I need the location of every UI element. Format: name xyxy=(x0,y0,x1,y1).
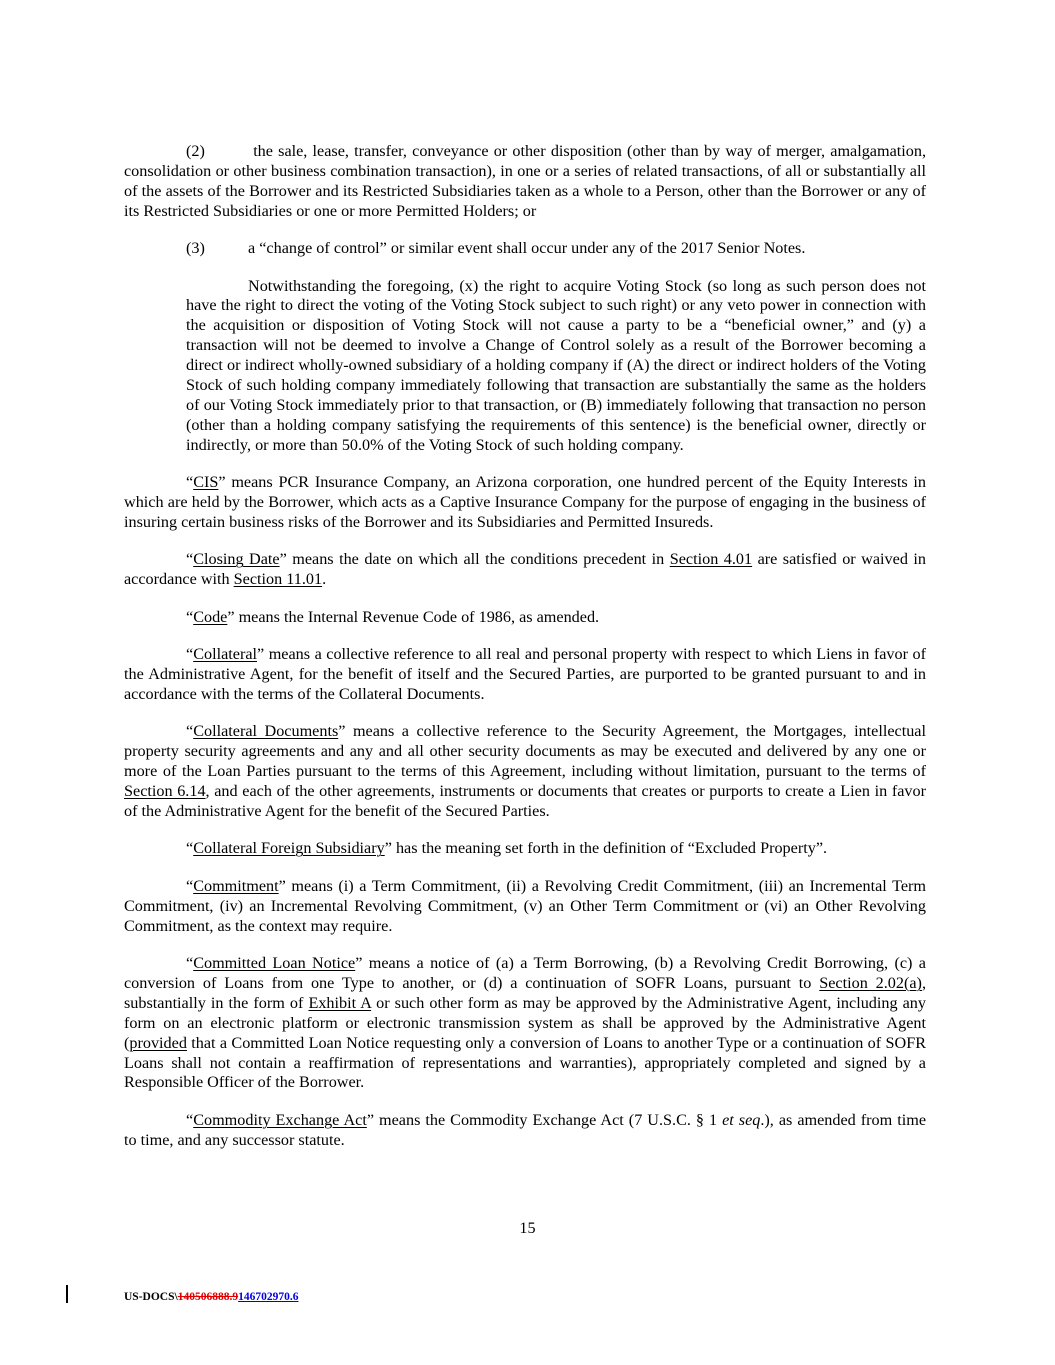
defined-term: Code xyxy=(193,607,228,626)
definition-closing-date: “Closing Date” means the date on which all the conditions precedent in Section 4.01 are satisfied or waived in accordance with Section 11.01. xyxy=(124,550,926,589)
definition-commodity-exchange-act: “Commodity Exchange Act” means the Commodity Exchange Act (7 U.S.C. § 1 et seq.), as amended from time to time, and any successor statute. xyxy=(124,1110,927,1149)
inserted-doc-number: 146702970.6 xyxy=(238,1291,299,1303)
section-reference: Section 6.14 xyxy=(124,782,206,801)
definition-collateral-foreign-subsidiary: “Collateral Foreign Subsidiary” has the meaning set forth in the definition of “Excluded Property”. xyxy=(186,839,828,858)
page-number: 15 xyxy=(519,1219,536,1237)
definition-collateral-documents: “Collateral Documents” means a collective reference to the Security Agreement, the Mortgages, intellectual property security agreements and any and all other security documents as may be executed and delivered by any one or more of the Loan Parties pursuant to the terms of this Agreement, including without limitation, pursuant to the terms of Section 6.14, and each of the other agreements, instruments or documents that creates or purports to create a Lien in favor of the Administrative Agent for the benefit of the Secured Parties. xyxy=(124,722,926,820)
defined-term: Collateral Foreign Subsidiary xyxy=(193,839,385,858)
clause-2 xyxy=(124,142,926,222)
document-body xyxy=(124,142,926,1151)
definition-code: “Code” means the Internal Revenue Code of 1986, as amended. xyxy=(186,607,600,626)
provided-term: provided xyxy=(129,1033,187,1052)
defined-term: Committed Loan Notice xyxy=(193,954,356,972)
document-id-footer xyxy=(124,1288,298,1308)
definition-collateral: “Collateral” means a collective reference to all real and personal property with respect to which Liens in favor of the Administrative Agent, for the benefit of itself and the Secured Parties, are purported to be granted pursuant to and in accordance with the terms of the Collateral Documents. xyxy=(124,645,926,703)
defined-term: Commodity Exchange Act xyxy=(193,1110,367,1129)
clause-text: a “change of control” or similar event shall occur under any of the 2017 Senior Notes. xyxy=(248,239,806,258)
defined-term: CIS xyxy=(193,473,219,492)
section-reference: Section 11.01 xyxy=(233,570,323,589)
defined-term: Commitment xyxy=(193,876,279,895)
notwithstanding-paragraph: Notwithstanding the foregoing, (x) the right to acquire Voting Stock (so long as such person does not have the right to direct the voting of the Voting Stock subject to such right) or any veto power in connection with the acquisition or disposition of Voting Stock will not cause a party to be a “beneficial owner,” and (y) a transaction will not be deemed to involve a Change of Control solely as a result of the Borrower becoming a direct or indirect wholly-owned subsidiary of a holding company if (A) the direct or indirect holders of the Voting Stock of such holding company immediately following that transaction are substantially the same as the holders of our Voting Stock immediately prior to that transaction, or (B) immediately following that transaction no person (other than a holding company satisfying the requirements of this sentence) is the beneficial owner, directly or indirectly, or more than 50.0% of the Voting Stock of such holding company. xyxy=(186,276,926,454)
footer-prefix: US-DOCS\ xyxy=(124,1291,178,1303)
clause-number: (3) xyxy=(186,239,205,258)
defined-term: Closing Date xyxy=(193,550,280,569)
clause-number: (2) xyxy=(186,142,205,160)
italic-text: et seq xyxy=(722,1110,761,1129)
change-bar xyxy=(66,1285,68,1303)
section-reference: Section 4.01 xyxy=(669,550,753,569)
deleted-doc-number: 140506888.9 xyxy=(177,1291,239,1303)
exhibit-reference: Exhibit A xyxy=(308,993,372,1012)
definition-cis: “CIS” means PCR Insurance Company, an Arizona corporation, one hundred percent of the Equity Interests in which are held by the Borrower, which acts as a Captive Insurance Company for the purpose of engaging in the business of insuring certain business risks of the Borrower and its Subsidiaries and Permitted Insureds. xyxy=(124,473,926,531)
clause-text: the sale, lease, transfer, conveyance or other disposition (other than by way of merger, amalgamation, consolidation or other business combination transaction), in one or a series of related transactions, of all or substantially all of the assets of the Borrower and its Restricted Subsidiaries taken as a whole to a Person, other than the Borrower or any of its Restricted Subsidiaries or one or more Permitted Holders; or xyxy=(124,142,926,220)
clause-3 xyxy=(186,239,926,259)
defined-term: Collateral Documents xyxy=(193,722,339,741)
definition-committed-loan-notice: “Committed Loan Notice” means a notice of (a) a Term Borrowing, (b) a Revolving Credit Borrowing, (c) a conversion of Loans from one Type to another, or (d) a continuation of SOFR Loans, pursuant to Section 2.02(a), substantially in the form of Exhibit A or such other form as may be approved by the Administrative Agent, including any form on an electronic platform or electronic transmission system as shall be approved by the Administrative Agent (provided that a Committed Loan Notice requesting only a conversion of Loans to another Type or a continuation of SOFR Loans shall not contain a reaffirmation of representations and warranties), appropriately completed and signed by a Responsible Officer of the Borrower. xyxy=(124,954,926,1092)
section-reference: Section 2.02(a) xyxy=(819,973,922,992)
defined-term: Collateral xyxy=(193,645,258,664)
definition-commitment: “Commitment” means (i) a Term Commitment, (ii) a Revolving Credit Commitment, (iii) an Incremental Term Commitment, (iv) an Incremental Revolving Commitment, (v) an Other Term Commitment or (vi) an Other Revolving Commitment, as the context may require. xyxy=(124,876,926,935)
